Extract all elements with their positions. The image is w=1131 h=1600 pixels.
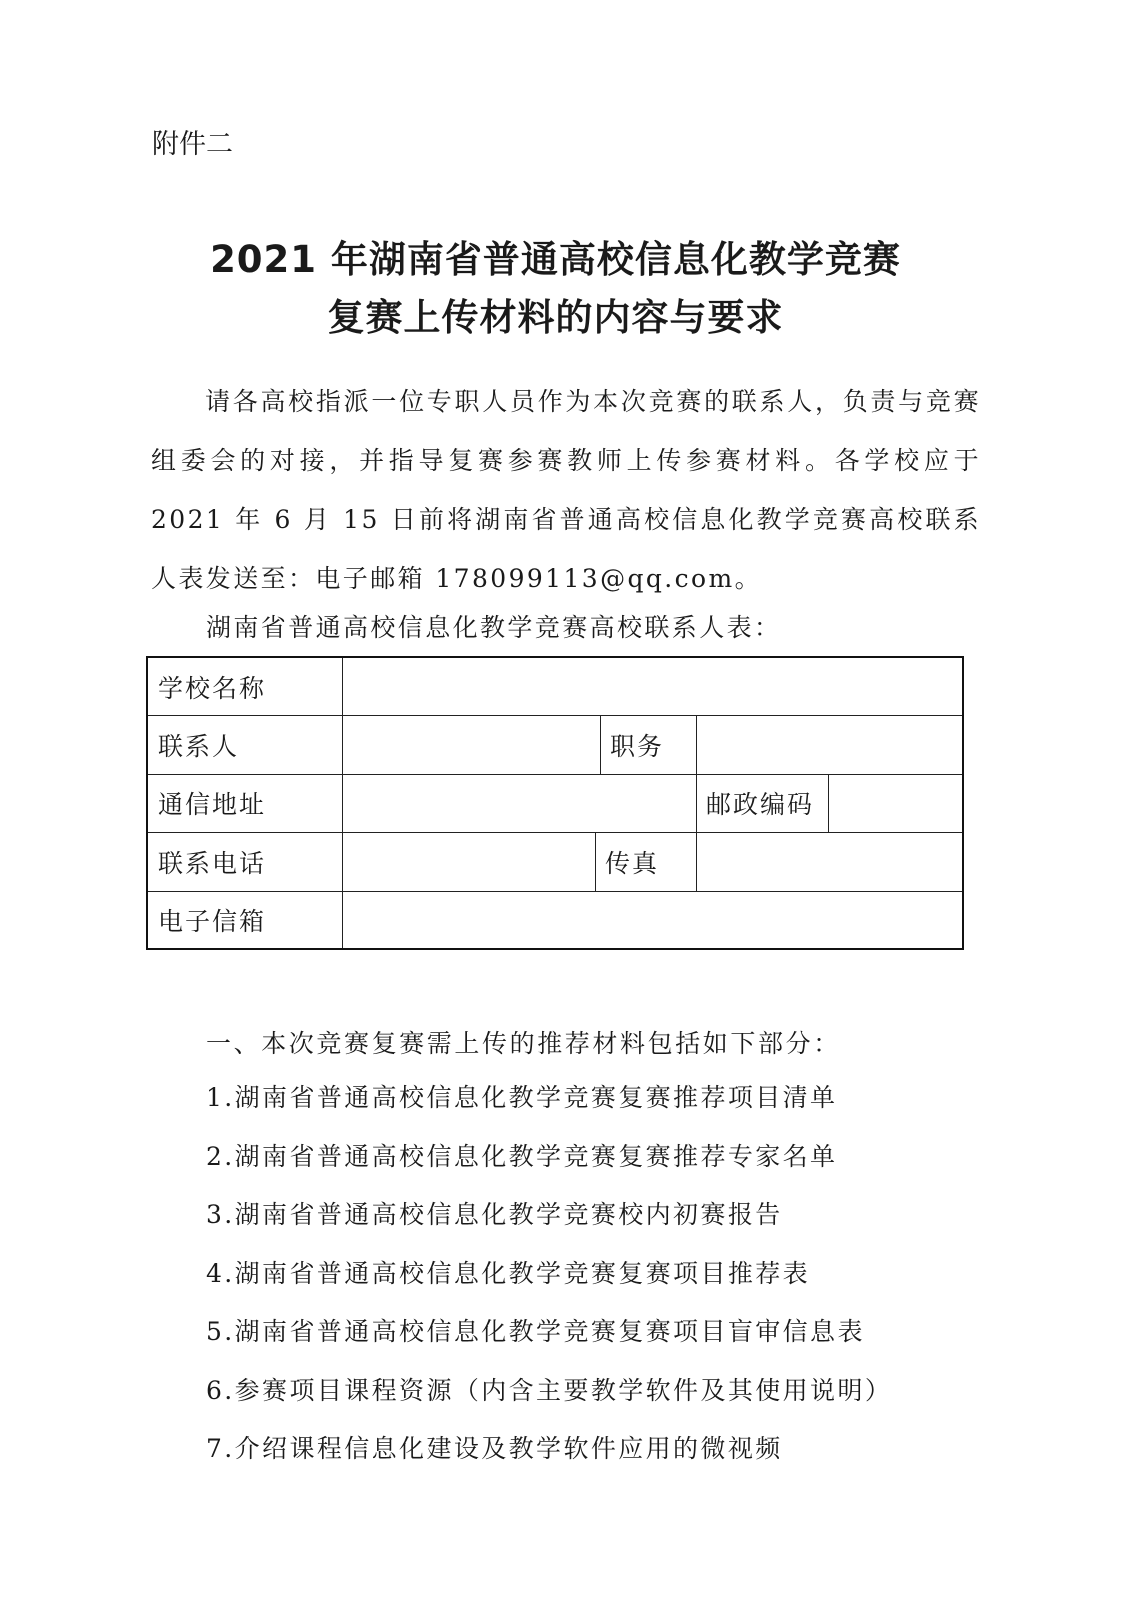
contact-person-field[interactable] bbox=[342, 715, 600, 774]
list-item: 3.湖南省普通高校信息化教学竞赛校内初赛报告 bbox=[206, 1200, 783, 1229]
postcode-label: 邮政编码 bbox=[706, 790, 815, 819]
list-item: 5.湖南省普通高校信息化教学竞赛复赛项目盲审信息表 bbox=[206, 1317, 865, 1346]
position-field[interactable] bbox=[696, 715, 962, 774]
phone-label: 联系电话 bbox=[158, 848, 267, 878]
list-item: 4.湖南省普通高校信息化教学竞赛复赛项目推荐表 bbox=[206, 1258, 811, 1288]
address-field[interactable] bbox=[342, 774, 696, 832]
fax-label: 传真 bbox=[605, 848, 660, 878]
materials-list bbox=[206, 1078, 892, 1488]
school-name-field[interactable] bbox=[342, 658, 962, 715]
school-name-label: 学校名称 bbox=[158, 673, 267, 703]
attachment-label: 附件二 bbox=[152, 129, 233, 160]
list-item: 2.湖南省普通高校信息化教学竞赛复赛推荐专家名单 bbox=[206, 1141, 838, 1171]
phone-field[interactable] bbox=[342, 832, 595, 891]
document-title-line-2: 复赛上传材料的内容与要求 bbox=[327, 296, 784, 339]
list-item: 6.参赛项目课程资源（内含主要教学软件及其使用说明） bbox=[206, 1375, 893, 1405]
intro-paragraph: 请各高校指派一位专职人员作为本次竞赛的联系人，负责与竞赛组委会的对接，并指导复赛参赛教师上传参赛材料。各学校应于 2021 年 6 月 15 日前将湖南省普通高校信息化教学竞赛高校联系人表发送至：电子邮箱 178099113@qq.com。 bbox=[151, 387, 981, 593]
document-title-line-1: 2021 年湖南省普通高校信息化教学竞赛 bbox=[210, 238, 901, 281]
materials-heading: 一、本次竞赛复赛需上传的推荐材料包括如下部分： bbox=[206, 1029, 841, 1058]
contact-person-label: 联系人 bbox=[158, 731, 240, 761]
email-field[interactable] bbox=[342, 891, 962, 948]
address-label: 通信地址 bbox=[158, 790, 267, 819]
postcode-field[interactable] bbox=[828, 774, 962, 832]
list-item: 7.介绍课程信息化建设及教学软件应用的微视频 bbox=[206, 1434, 783, 1463]
list-item: 1.湖南省普通高校信息化教学竞赛复赛推荐项目清单 bbox=[206, 1083, 838, 1112]
table-caption: 湖南省普通高校信息化教学竞赛高校联系人表： bbox=[206, 613, 782, 642]
email-label: 电子信箱 bbox=[158, 906, 267, 936]
contact-table bbox=[146, 656, 964, 950]
fax-field[interactable] bbox=[696, 832, 962, 891]
position-label: 职务 bbox=[610, 731, 665, 761]
